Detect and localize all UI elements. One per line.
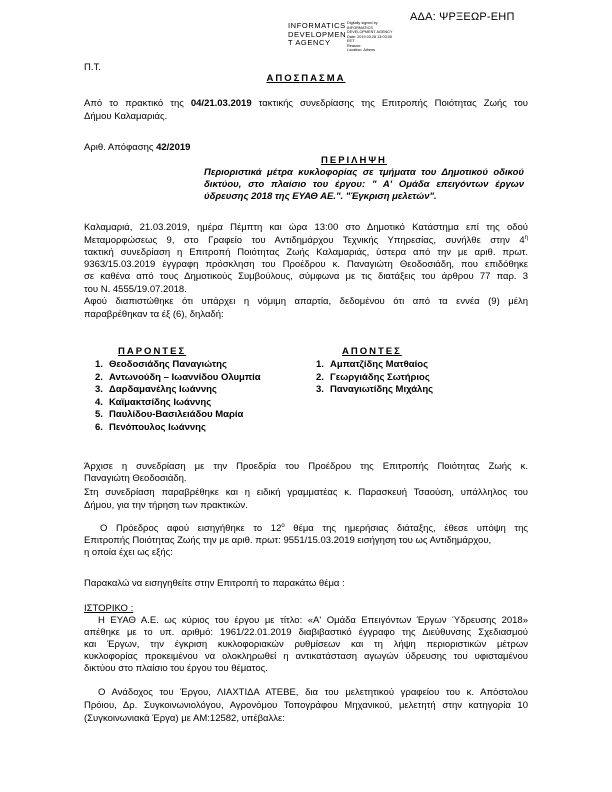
present-heading: ΠΑΡΟΝΤΕΣ	[118, 346, 187, 357]
list-item: 3. Δαρδαμανέλης Ιωάννης	[95, 384, 217, 395]
history-heading: ΙΣΤΟΡΙΚΟ :	[84, 603, 134, 614]
body-line: Παναγιώτη Θεοδοσιάδη.	[84, 473, 187, 484]
intro-line: Δήμου Καλαμαριάς.	[84, 111, 168, 122]
history-line: κυκλοφορίας προκειμένου να ολοκληρωθεί η αντικατάσταση αγωγών ύδρευσης του υφισταμένου	[84, 651, 528, 662]
body-line: Στη συνεδρίαση παραβρέθηκε και η ειδική γραμματέας κ. Παρασκευή Τσαούση, υπάλληλος του	[84, 487, 528, 498]
decision-label: Αριθ. Απόφασης	[84, 142, 157, 153]
history-line: Η ΕΥΑΘ Α.Ε. ως κύριος του έργου με τίτλο: «Α' Ομάδα Επειγόντων Έργων Ύδρευσης 2018»	[98, 615, 528, 626]
absent-heading: ΑΠΟΝΤΕΣ	[342, 346, 402, 357]
body-line: 9363/15.03.2019 έγγραφη πρόσκληση του Προέδρου κ. Παναγιώτη Θεοδοσιάδη, που επιδόθηκε	[84, 259, 528, 270]
signature-line: Reason:	[347, 43, 362, 48]
body-line: Άρχισε η συνεδρίαση με την Προεδρία του Προέδρου της Επιτροπής Ποιότητας Ζωής κ.	[84, 461, 528, 472]
list-item: 2. Γεωργιάδης Σωτήριος	[316, 371, 430, 383]
digital-signature-details	[347, 21, 393, 53]
list-item: 2. Αντωνούδη – Ιωαννίδου Ολυμπία	[95, 371, 261, 383]
history-line: και Έργων, την έγκριση κυκλοφοριακών ρυθμίσεων και τη λήψη περιοριστικών μέτρων	[84, 639, 528, 650]
intro-text: Από το πρακτικό της	[84, 98, 191, 109]
signature-line: INFORMATICS	[347, 25, 373, 30]
body-line: σε καθένα από τους Δημοτικούς Συμβούλους, σύμφωνα με τις διατάξεις του άρθρου 77 παρ. 3	[84, 271, 528, 282]
signature-logo	[288, 22, 346, 48]
ordinal-sup: ο	[281, 522, 285, 529]
summary-text	[204, 167, 524, 203]
body-line	[84, 235, 528, 246]
body-line: τακτική συνεδρίαση η Επιτροπή Ποιότητας Ζωής Καλαμαριάς, ύστερα από την με αριθ. πρωτ.	[84, 247, 528, 258]
body-line	[100, 523, 528, 534]
body-line: Δήμου, για την τήρηση των πρακτικών.	[84, 500, 248, 511]
body-line: Αφού διαπιστώθηκε ότι υπάρχει η νόμιμη απαρτία, δεδομένου ότι από τα εννέα (9) μέλη	[84, 296, 528, 307]
summary-line: ύδρευσης 2018 της ΕΥΑΘ ΑΕ.". "Έγκριση μελετών".	[204, 191, 437, 202]
list-item: 3. Παναγιωτίδης Μιχάλης	[316, 384, 434, 395]
body-line: η οποία έχει ως εξής:	[84, 547, 173, 558]
history-line: Ο Ανάδοχος του Έργου, ΛΙΑΧΤΙΔΑ ΑΤΕΒΕ, δια του μελετητικού γραφείου του κ. Απόστολου	[98, 687, 528, 698]
logo-line: DEVELOPMEN	[288, 29, 347, 39]
list-item: 1. Αμπατζίδης Ματθαίος	[316, 359, 429, 370]
session-number: 04/21.03.2019	[190, 98, 252, 109]
absent-list	[316, 359, 433, 397]
history-line: δικτύου στο πλαίσιο του έργου του θέματος.	[84, 663, 268, 674]
list-item: 5. Παυλίδου-Βασιλειάδου Μαρία	[95, 409, 244, 420]
signature-line: Date: 2019.03.28 13:03:05	[347, 34, 392, 39]
body-text: Μεταμορφώσεως 9, στο Γραφείο του Αντιδημάρχου Τεχνικής Υπηρεσίας, συνήλθε στην 4	[84, 235, 525, 246]
ada-code: ΑΔΑ: ΨΡΞΕΩΡ-ΕΗΠ	[410, 11, 515, 23]
history-line: απέθηκε με το υπ. αριθμό: 1961/22.01.2019 διαβιβαστικό έγγραφο της Διεύθυνσης Σχεδιασμού	[84, 627, 528, 638]
signature-line: EET	[347, 39, 355, 43]
list-item: 4. Καϊμακτσίδης Ιωάννης	[95, 396, 212, 408]
decision-number	[84, 142, 190, 153]
logo-line: INFORMATICS	[288, 21, 346, 30]
pt-label: Π.Τ.	[84, 62, 101, 73]
summary-line: Περιοριστικά μέτρα κυκλοφορίας σε τμήματα του Δημοτικού οδικού	[204, 167, 524, 178]
history-line: Πρόιου, Δρ. Συγκοινωνιολόγου, Αγρονόμου Τοπογράφου Μηχανικού, μελετητή στην κατηγορία 10	[84, 700, 528, 711]
body-line: του Ν. 4555/19.07.2018.	[84, 284, 187, 295]
signature-line: DEVELOPMENT AGENCY	[347, 30, 393, 34]
body-line: Επιτροπής Ποιότητας Ζωής την με αριθ. πρωτ: 9551/15.03.2019 εισήγηση του ως Αντιδημάρχου,	[84, 535, 492, 546]
history-line: (Συγκοινωνιακά Έργα) με ΑΜ:12582, υπέβαλλε:	[84, 713, 285, 724]
intro-line	[84, 98, 528, 109]
body-text: Ο Πρόεδρος αφού εισηγήθηκε το 12	[100, 523, 282, 534]
summary-line: δικτύου, στο πλαίσιο του έργου: " Α' Ομάδα επειγόντων έργων	[204, 179, 524, 190]
signature-line: Digitally signed by	[347, 21, 378, 25]
decision-value: 42/2019	[156, 142, 191, 153]
list-item: 1. Θεοδοσιάδης Παναγιώτης	[95, 359, 227, 370]
body-line: Καλαμαριά, 21.03.2019, ημέρα Πέμπτη και ώρα 13:00 στο Δημοτικό Κατάστημα επί της οδού	[84, 222, 528, 233]
document-title: ΑΠΟΣΠΑΣΜΑ	[266, 73, 346, 84]
logo-line: T AGENCY	[288, 38, 331, 48]
body-line: παραβρέθηκαν τα έξ (6), δηλαδή:	[84, 309, 224, 320]
present-list	[95, 359, 261, 434]
summary-heading: ΠΕΡΙΛΗΨΗ	[321, 155, 387, 166]
signature-line: Location: Athens	[347, 48, 376, 52]
invite-line: Παρακαλώ να εισηγηθείτε στην Επιτροπή το παρακάτω θέμα :	[84, 578, 345, 589]
ordinal-sup: η	[524, 234, 528, 241]
intro-text: τακτικής συνεδρίασης της Επιτροπής Ποιότητας Ζωής του	[251, 98, 528, 109]
body-text: θέμα της ημερήσιας διάταξης, έθεσε υπόψη της	[284, 523, 528, 534]
list-item: 6. Πενόπουλος Ιωάννης	[95, 421, 206, 433]
